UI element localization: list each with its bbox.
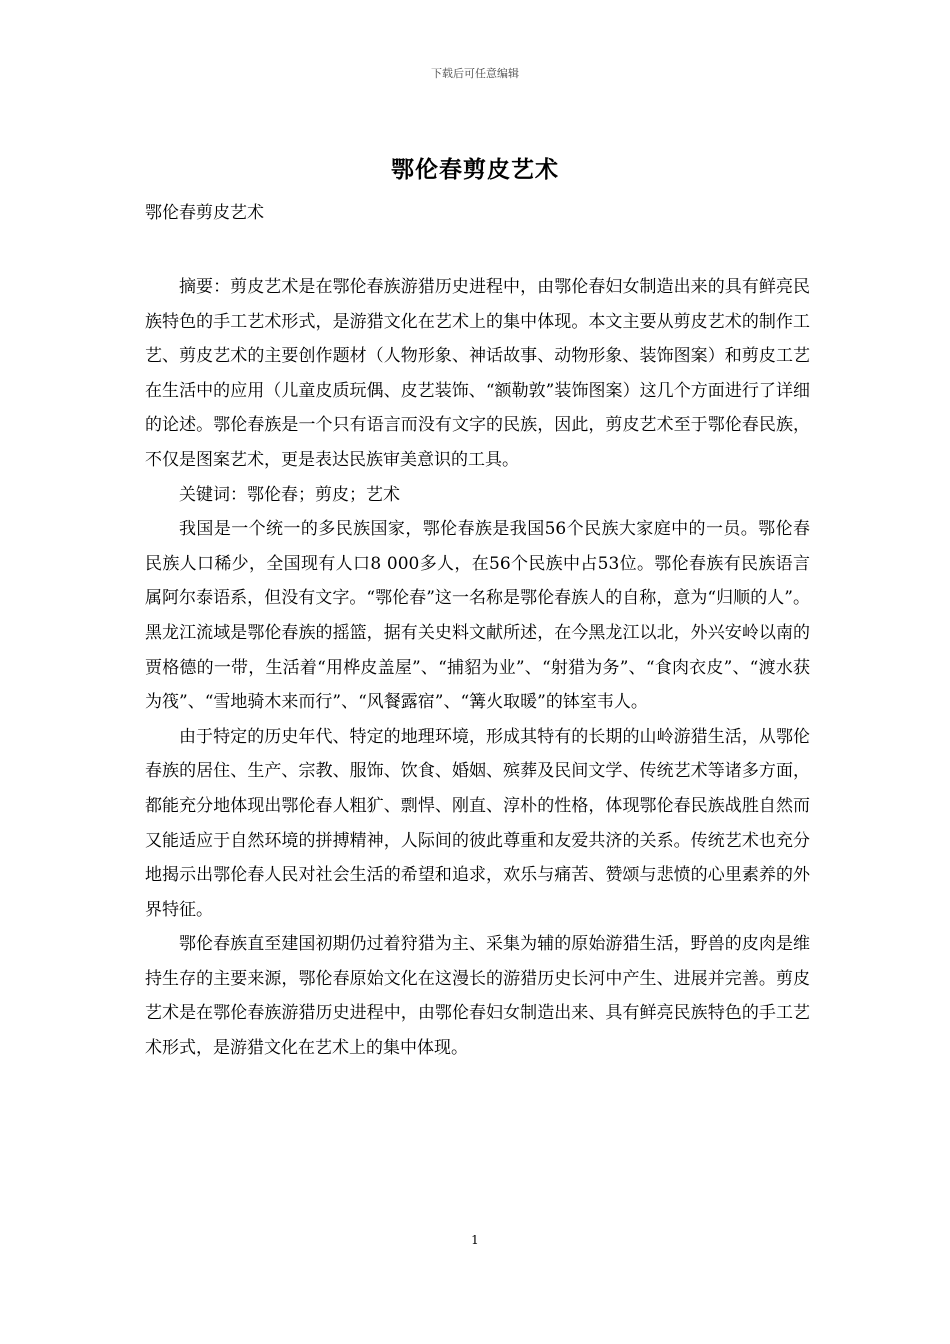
document-body bbox=[145, 270, 810, 1066]
body-paragraph: 鄂伦春族直至建国初期仍过着狩猎为主、采集为辅的原始游猎生活，野兽的皮肉是维持生存的主要来源，鄂伦春原始文化在这漫长的游猎历史长河中产生、进展并完善。剪皮艺术是在鄂伦春族游猎历史进程中，由鄂伦春妇女制造出来、具有鲜亮民族特色的手工艺术形式，是游猎文化在艺术上的集中体现。 bbox=[145, 934, 810, 1059]
abstract-paragraph: 摘要：剪皮艺术是在鄂伦春族游猎历史进程中，由鄂伦春妇女制造出来的具有鲜亮民族特色的手工艺术形式，是游猎文化在艺术上的集中体现。本文主要从剪皮艺术的制作工艺、剪皮艺术的主要创作题材（人物形象、神话故事、动物形象、装饰图案）和剪皮工艺在生活中的应用（儿童皮质玩偶、皮艺装饰、“额勒敦”装饰图案）这几个方面进行了详细的论述。鄂伦春族是一个只有语言而没有文字的民族，因此，剪皮艺术至于鄂伦春民族，不仅是图案艺术，更是表达民族审美意识的工具。 bbox=[145, 277, 810, 470]
document-title: 鄂伦春剪皮艺术 bbox=[391, 156, 559, 183]
body-paragraph: 我国是一个统一的多民族国家，鄂伦春族是我国56个民族大家庭中的一员。鄂伦春民族人口稀少，全国现有人口8 000多人，在56个民族中占53位。鄂伦春族有民族语言属阿尔泰语系，但没有文字。“鄂伦春”这一名称是鄂伦春族人的自称，意为“归顺的人”。黑龙江流域是鄂伦春族的摇篮，据有关史料文献所述，在今黑龙江以北，外兴安岭以南的贾格德的一带，生活着“用桦皮盖屋”、“捕貂为业”、“射猎为务”、“食肉衣皮”、“渡水获为筏”、“雪地骑木来而行”、“风餐露宿”、“篝火取暖”的钵室韦人。 bbox=[145, 519, 810, 713]
page-header-note: 下载后可任意编辑 bbox=[431, 67, 519, 80]
keywords-paragraph: 关键词：鄂伦春；剪皮；艺术 bbox=[179, 484, 400, 505]
page-number: 1 bbox=[471, 1233, 479, 1247]
document-subtitle: 鄂伦春剪皮艺术 bbox=[145, 203, 264, 223]
body-paragraph: 由于特定的历史年代、特定的地理环境，形成其特有的长期的山岭游猎生活，从鄂伦春族的居住、生产、宗教、服饰、饮食、婚姻、殡葬及民间文学、传统艺术等诸多方面，都能充分地体现出鄂伦春人粗犷、剽悍、刚直、淳朴的性格，体现鄂伦春民族战胜自然而又能适应于自然环境的拼搏精神，人际间的彼此尊重和友爱共济的关系。传统艺术也充分地揭示出鄂伦春人民对社会生活的希望和追求，欢乐与痛苦、赞颂与悲愤的心里素养的外界特征。 bbox=[145, 726, 810, 920]
